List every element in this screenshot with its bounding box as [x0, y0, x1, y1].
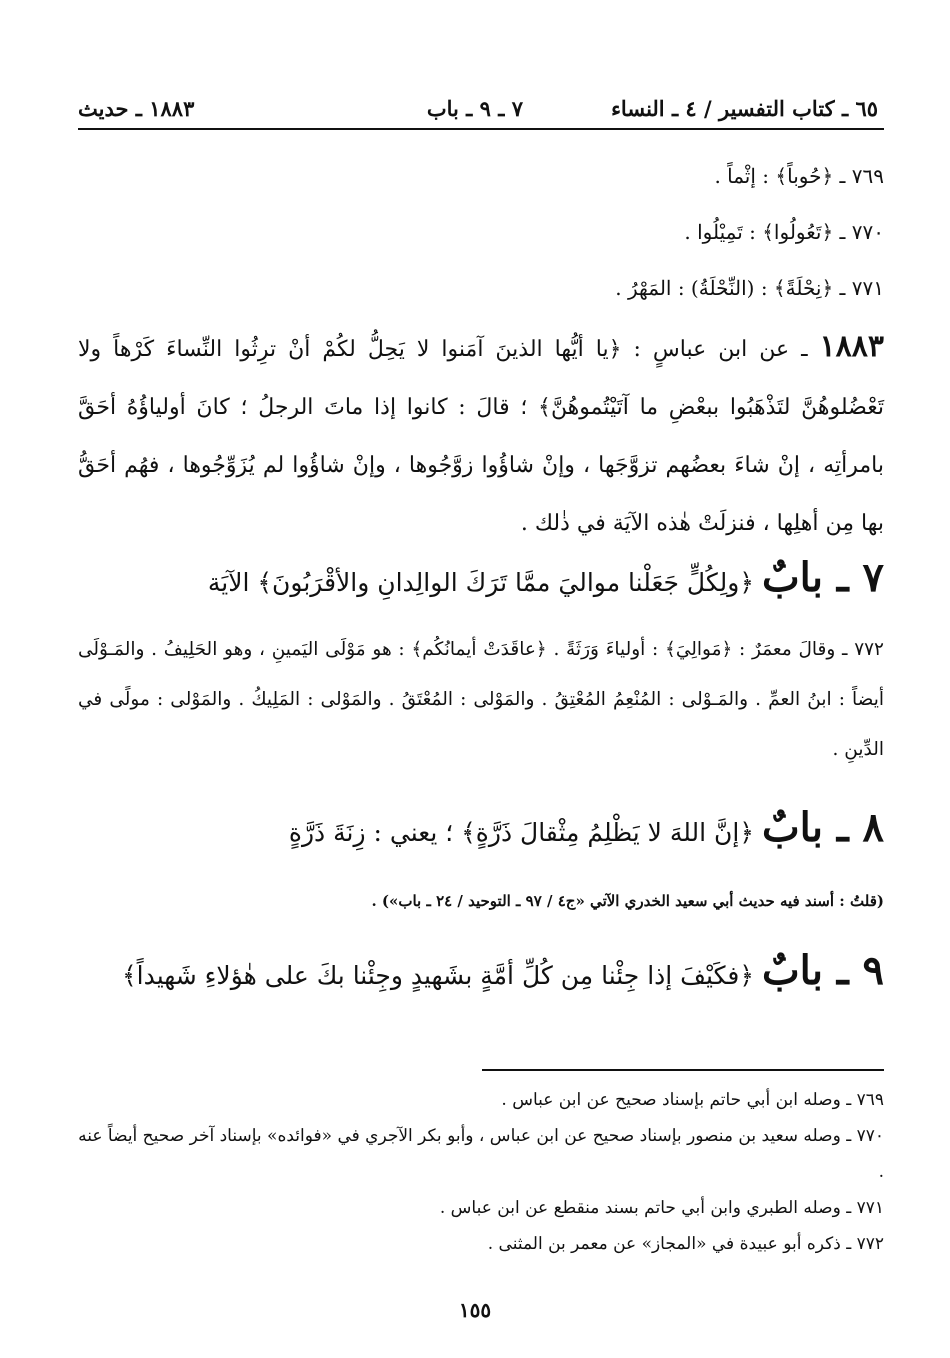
- gloss-item: ٧٧١ ـ ﴿نِحْلَةً﴾ : (النِّحْلَةُ) : المَهْرُ .: [615, 276, 884, 300]
- hadith-paragraph: [78, 318, 884, 553]
- chapter-title: ﴿فكَيْفَ إذا جِئْنا مِن كُلِّ أمَّةٍ بشَهيدٍ وجِئْنا بكَ على هٰؤلاءِ شَهيداً﴾: [122, 961, 762, 990]
- chapter-heading-7: [78, 550, 884, 611]
- footnote-item: ٧٦٩ ـ وصله ابن أبي حاتم بإسناد صحيح عن ابن عباس .: [501, 1090, 884, 1110]
- hadith-text: ـ عن ابن عباسٍ : ﴿يا أيُّها الذينَ آمَنوا لا يَحِلُّ لكُمْ أنْ ترِثُوا النِّساءَ كَرْهاً ولا تَعْضُلوهُنَّ لتَذْهَبُوا ببعْضِ ما آتَيْتُموهُنَّ﴾ ؛ قالَ : كانوا إذا ماتَ الرجلُ ؛ كانَ أولياؤُهُ أحَقَّ بامرأتِه ، إنْ شاءَ بعضُهم تزوَّجَها ، وإنْ شاؤُوا زوَّجُوها ، وإنْ شاؤُوا لم يُزَوِّجُوها ، فهُم أحَقُّ بها مِن أهلِها ، فنزلَتْ هٰذه الآيَة في ذٰلك .: [78, 337, 884, 536]
- gloss-item: ٧٦٩ ـ ﴿حُوباً﴾ : إثْماً .: [714, 164, 884, 188]
- footnote-item: ٧٧٠ ـ وصله سعيد بن منصور بإسناد صحيح عن ابن عباس ، وأبو بكر الآجري في «فوائده» بإسناد آخر صحيح أيضاً عنه .: [78, 1126, 884, 1182]
- chapter-title: ﴿ولِكُلٍّ جَعَلْنا مواليَ ممَّا تَرَكَ الوالِدانِ والأقْرَبُونَ﴾ الآيَة: [207, 568, 762, 597]
- header-chapter: ٦٥ ـ كتاب التفسير / ٤ ـ النساء: [611, 96, 878, 121]
- chapter-label: ٩ ـ بابٌ: [761, 947, 884, 994]
- chapter-heading-9: [78, 938, 884, 1009]
- chapter-heading-8: [78, 800, 884, 861]
- chapter-label: ٨ ـ بابٌ: [761, 804, 884, 851]
- gloss-list: [78, 148, 884, 316]
- header-hadith-number: ١٨٨٣ ـ حديث: [78, 96, 195, 121]
- footnotes: [78, 1082, 884, 1262]
- running-header: [78, 92, 878, 128]
- editor-note: (قلتُ : أسند فيه حديث أبي سعيد الخدري الآتي «ج٤ / ٩٧ ـ التوحيد / ٢٤ ـ باب») .: [371, 892, 884, 910]
- footnote-item: ٧٧٢ ـ ذكره أبو عبيدة في «المجاز» عن معمر بن المثنى .: [487, 1234, 884, 1254]
- chapter-title: ﴿إنَّ اللهَ لا يَظْلِمُ مِثْقالَ ذَرَّةٍ﴾ ؛ يعني : زِنَةَ ذَرَّةٍ: [288, 818, 762, 847]
- footnote-item: ٧٧١ ـ وصله الطبري وابن أبي حاتم بسند منقطع عن ابن عباس .: [439, 1198, 884, 1218]
- commentary-paragraph: ٧٧٢ ـ وقالَ معمَرٌ : ﴿مَوالِيَ﴾ : أولياءَ وَرَثَةً . ﴿عاقَدَتْ أيمانُكُم﴾ : هو مَوْلَى اليَمينِ ، وهو الحَلِيفُ . والمَـوْلَى أيضاً : ابنُ العمِّ . والمَـوْلى : المُنْعِمُ المُعْتِقُ . والمَوْلى : المُعْتَقُ . والمَوْلى : المَلِيكُ . والمَوْلى : مولًى في الدِّينِ .: [78, 639, 884, 760]
- header-rule: [78, 128, 884, 130]
- hadith-number: ١٨٨٣: [819, 329, 884, 364]
- header-section: ٧ ـ ٩ ـ باب: [426, 96, 523, 121]
- chapter-label: ٧ ـ بابٌ: [761, 554, 884, 601]
- page-number: ١٥٥: [458, 1298, 492, 1322]
- gloss-item: ٧٧٠ ـ ﴿تَعُولُوا﴾ : تَمِيْلُوا .: [684, 220, 884, 244]
- footnote-rule: [482, 1069, 884, 1071]
